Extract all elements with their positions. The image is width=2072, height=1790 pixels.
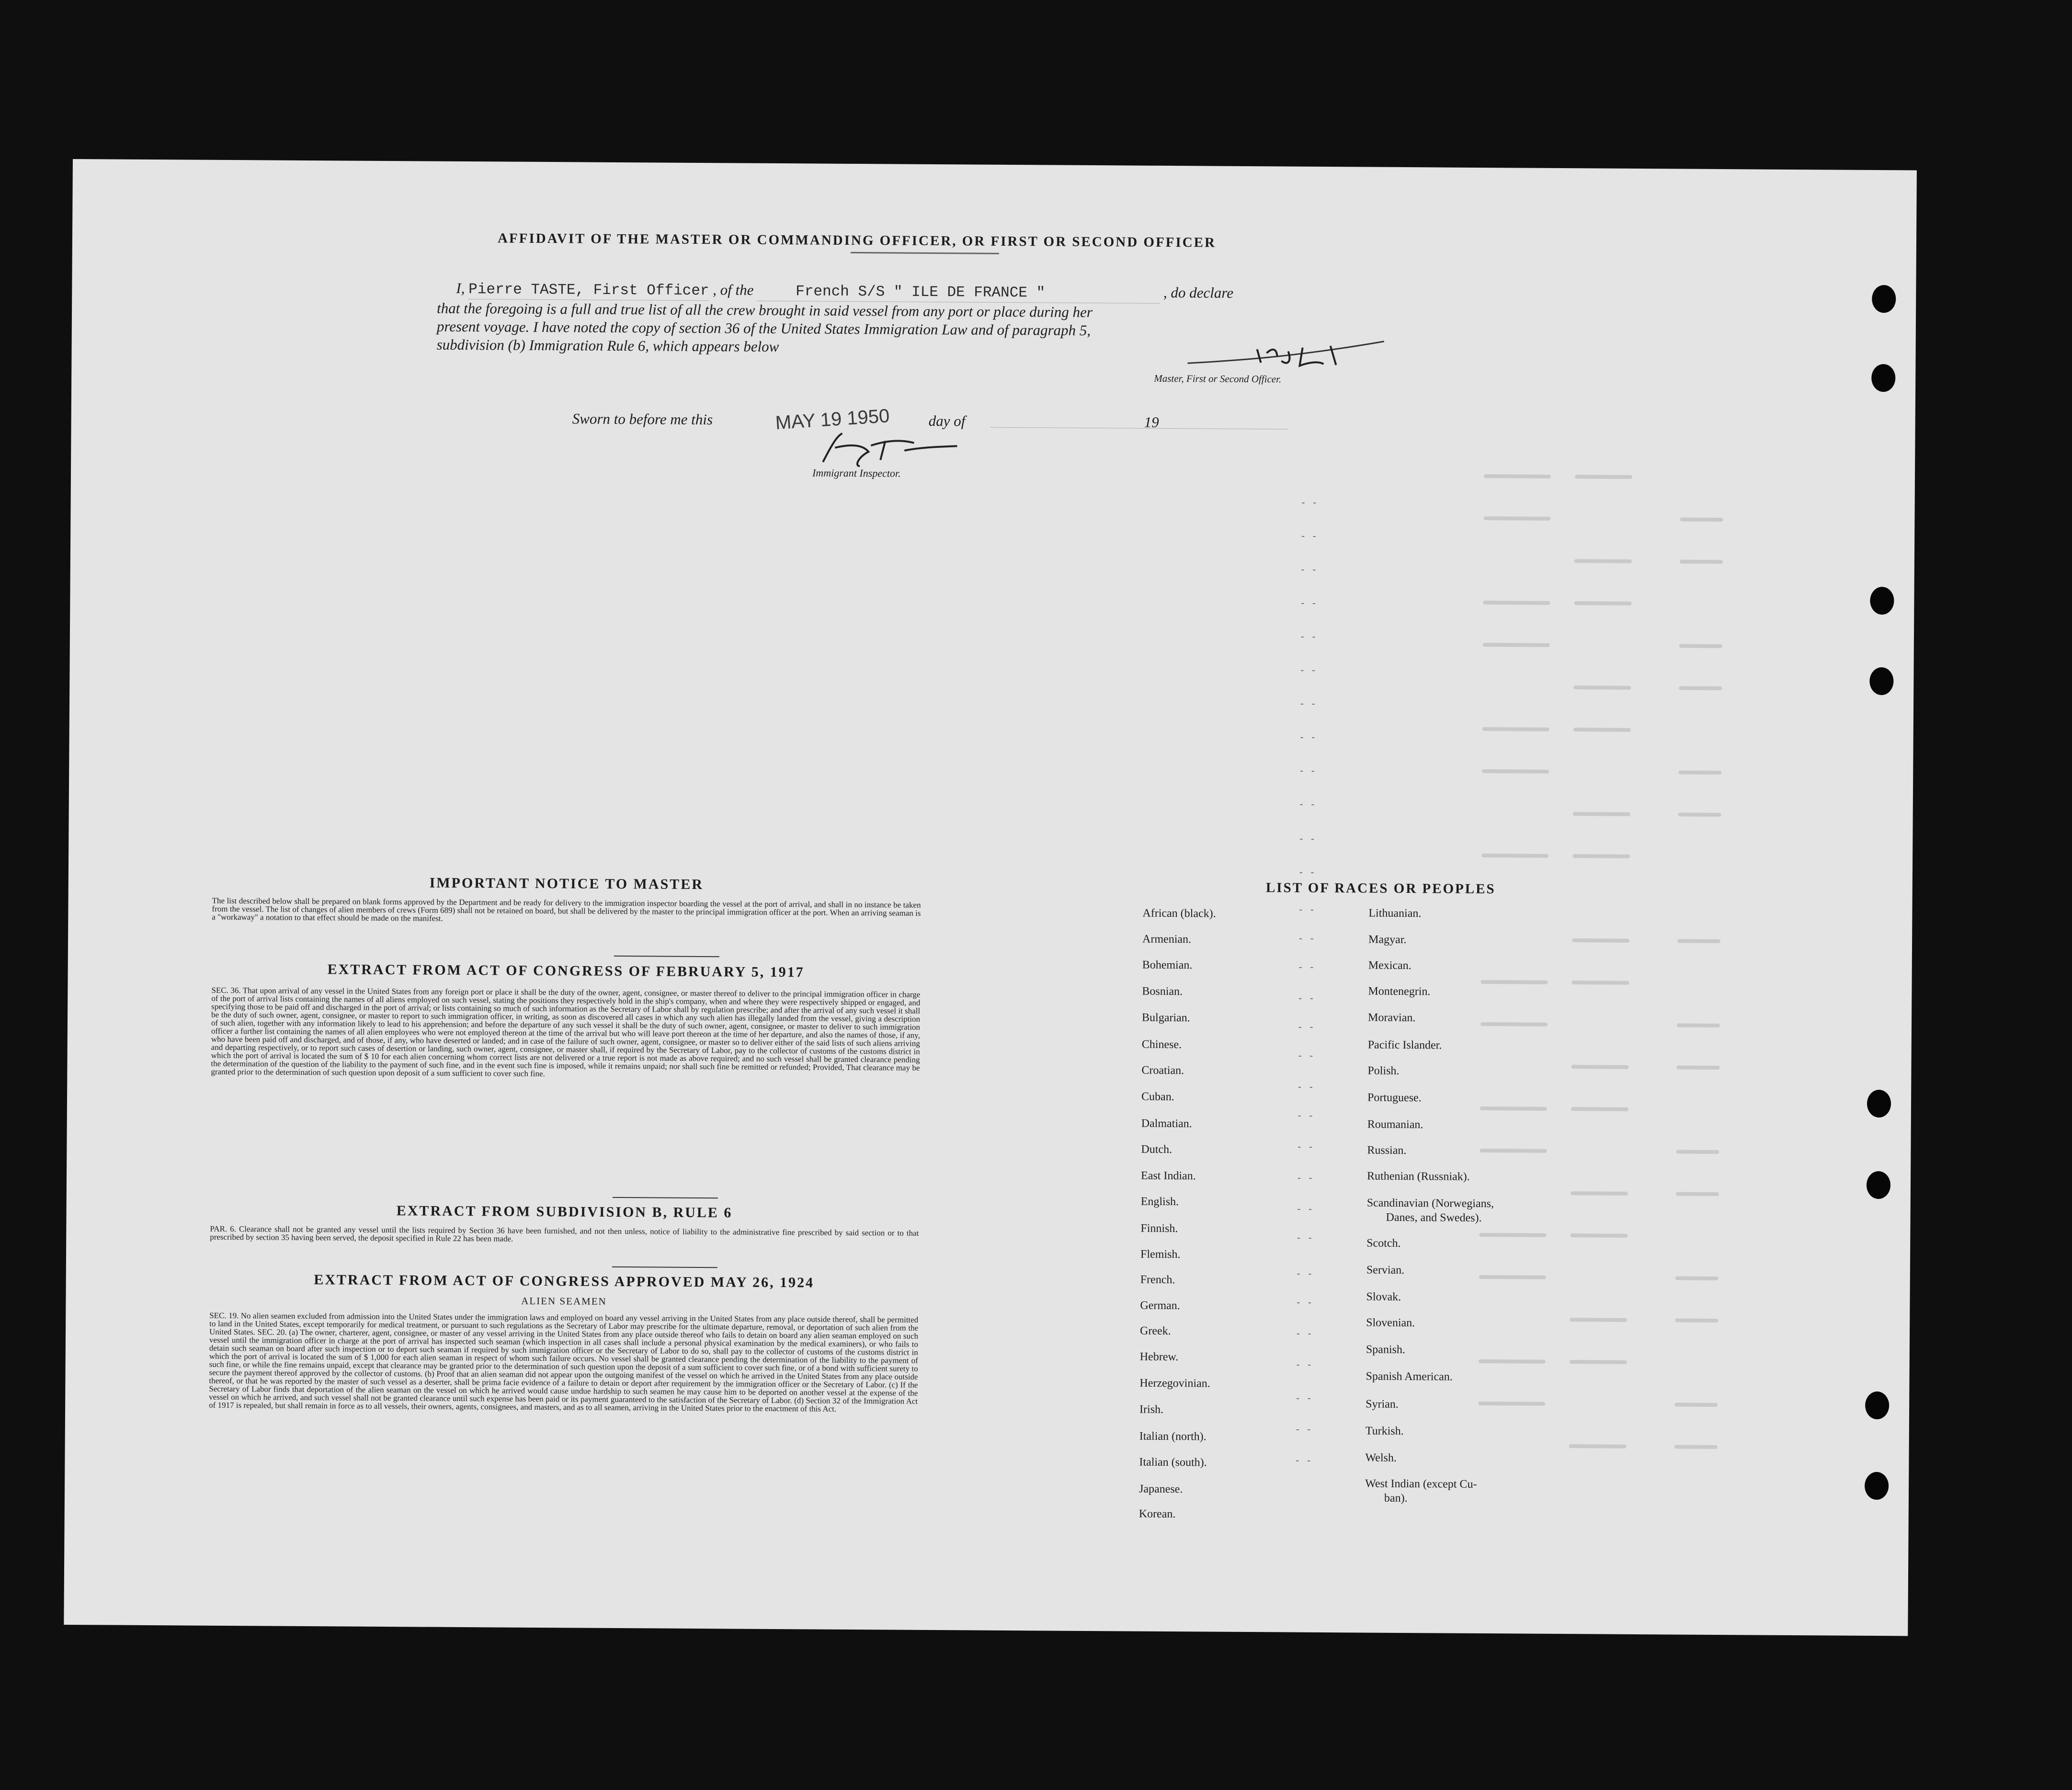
race-item: Croatian. xyxy=(1141,1064,1184,1077)
bleed-through-mark xyxy=(1480,1106,1547,1111)
bleed-through-mark xyxy=(1479,1359,1546,1364)
race-item: Mexican. xyxy=(1368,959,1412,972)
declaration-i: I, xyxy=(456,279,465,297)
date-stamp: MAY 19 1950 xyxy=(774,405,890,434)
race-item: German. xyxy=(1140,1299,1180,1312)
race-item: Magyar. xyxy=(1368,933,1407,946)
extract-1917-title: EXTRACT FROM ACT OF CONGRESS OF FEBRUARY 5, 1917 xyxy=(327,961,805,981)
race-item: Slovak. xyxy=(1366,1290,1401,1303)
bleed-through-mark xyxy=(1482,769,1549,774)
dash-mark: - - xyxy=(1300,765,1318,776)
bleed-through-mark xyxy=(1676,1065,1719,1070)
extract-1924-title: EXTRACT FROM ACT OF CONGRESS APPROVED MAY 26, 1924 xyxy=(314,1272,815,1291)
race-item: Dutch. xyxy=(1141,1143,1173,1156)
bleed-through-mark xyxy=(1483,601,1550,605)
dash-mark: - - xyxy=(1299,833,1317,844)
punch-hole xyxy=(1870,587,1894,615)
bleed-through-mark xyxy=(1679,644,1722,649)
races-title: LIST OF RACES OR PEOPLES xyxy=(1265,880,1496,897)
dash-mark: - - xyxy=(1297,1172,1315,1183)
bleed-through-mark xyxy=(1680,518,1723,522)
race-item: Ruthenian (Russniak). xyxy=(1366,1170,1470,1183)
affidavit-title: AFFIDAVIT OF THE MASTER OR COMMANDING OFFICER, OR FIRST OR SECOND OFFICER xyxy=(497,230,1217,251)
bleed-through-mark xyxy=(1572,854,1630,858)
notice-title: IMPORTANT NOTICE TO MASTER xyxy=(429,875,704,893)
race-item: East Indian. xyxy=(1140,1169,1196,1183)
dash-mark: - - xyxy=(1301,497,1320,508)
punch-hole xyxy=(1871,364,1895,392)
race-item: Polish. xyxy=(1367,1064,1400,1077)
declaration-of-the: , of the xyxy=(713,281,754,298)
race-item: Japanese. xyxy=(1139,1482,1183,1496)
race-item: Russian. xyxy=(1367,1144,1407,1157)
race-item: Bohemian. xyxy=(1142,958,1193,972)
year-prefix: 19 xyxy=(1144,413,1159,431)
race-item: Italian (north). xyxy=(1139,1430,1207,1443)
bleed-through-mark xyxy=(1678,812,1721,817)
race-item: Lithuanian. xyxy=(1368,907,1422,920)
declaration-line-4: subdivision (b) Immigration Rule 6, which appears below xyxy=(436,336,779,355)
bleed-through-mark xyxy=(1572,981,1629,985)
bleed-through-mark xyxy=(1570,1318,1627,1322)
extract-rule6-title: EXTRACT FROM SUBDIVISION B, RULE 6 xyxy=(396,1203,733,1221)
dash-mark: - - xyxy=(1298,961,1317,972)
dash-mark: - - xyxy=(1300,731,1318,742)
race-item: Portuguese. xyxy=(1367,1091,1422,1105)
dash-mark: - - xyxy=(1296,1359,1314,1370)
bleed-through-mark xyxy=(1573,728,1631,732)
dash-mark: - - xyxy=(1298,1141,1315,1152)
bleed-through-mark xyxy=(1675,1276,1719,1280)
bleed-through-marks xyxy=(73,159,1917,171)
bleed-through-mark xyxy=(1574,601,1631,605)
race-item: Scandinavian (Norwegians, xyxy=(1366,1197,1494,1210)
race-item: Welsh. xyxy=(1365,1451,1397,1464)
dash-mark: - - xyxy=(1298,1081,1316,1092)
sworn-text: Sworn to before me this xyxy=(572,410,713,428)
dash-mark: - - xyxy=(1300,631,1319,642)
dash-mark: - - xyxy=(1301,530,1319,541)
dash-mark: - - xyxy=(1296,1424,1314,1435)
race-item: Hebrew. xyxy=(1139,1350,1179,1364)
inspector-caption: Immigrant Inspector. xyxy=(812,467,901,479)
race-item: Chinese. xyxy=(1141,1038,1182,1051)
bleed-through-mark xyxy=(1480,1022,1548,1026)
bleed-through-mark xyxy=(1674,1402,1718,1407)
dash-mark: - - xyxy=(1297,1232,1315,1243)
race-item: Korean. xyxy=(1138,1507,1176,1521)
divider-2 xyxy=(613,1197,718,1198)
dash-mark: - - xyxy=(1300,698,1318,709)
declaration-do-declare: , do declare xyxy=(1163,284,1234,301)
race-item: African (black). xyxy=(1142,907,1216,920)
declaration-line-2: that the foregoing is a full and true list of all the crew brought in said vessel from any port or place during her xyxy=(437,299,1093,321)
race-item: Armenian. xyxy=(1142,933,1192,946)
bleed-through-mark xyxy=(1677,1023,1720,1027)
race-item: French. xyxy=(1140,1273,1175,1287)
dash-mark: - - xyxy=(1298,1050,1316,1061)
race-item: Herzegovinian. xyxy=(1139,1377,1210,1390)
race-item: Greek. xyxy=(1140,1324,1171,1338)
race-item: Montenegrin. xyxy=(1368,985,1431,998)
bleed-through-mark xyxy=(1676,1192,1719,1196)
bleed-through-mark xyxy=(1481,980,1548,984)
extract-rule6-text: PAR. 6. Clearance shall not be granted any vessel until the lists required by Section 36 have been furnished, and not then unless, notice of liability to the administrative fine prescribed by said section or to that prescribed by section 35 having been served, the deposit specified in Rule 22 has been made. xyxy=(210,1224,919,1243)
bleed-through-mark xyxy=(1483,516,1550,521)
dash-mark: - - xyxy=(1301,597,1319,608)
extract-1917-text: SEC. 36. That upon arrival of any vessel in the United States from any foreign port or place it shall be the duty of the owner, agent, consignee, or master thereof to deliver to the principal immigration officer in charge of the port of arrival lists containing the names of all aliens employed on such vessel, stating the positions they respectively hold in the ship's company, when and where they were respectively shipped or engaged, and specifying those to be paid off and discharged in the port of arrival; or lists containing so much of such information as the Secretary of Labor shall by regulation prescribe; and after the arrival of any such vessel it shall be the duty of such owner, agent, consignee, or master to report to such immigration officer, in writing, as soon as discovered all cases in which any such alien has illegally landed from the vessel, giving a description of such alien, together with any information likely to lead to his apprehension; and before the departure of any such vessel it shall be the duty of such owner, agent, consignee, or master to deliver to such immigration officer a further list containing the names of all alien employees who were not employed thereon at the time of the arrival but who will leave port thereon at the time of her departure, and also the names of those, if any, who have been paid off and discharged, and of those, if any, who have deserted or landed; and in case of the failure of such owner, agent, consignee, or master so to deliver either of the said lists of such aliens arriving and departing respectively, or to report such cases of desertion or landing, such owner, agent, consignee, or master shall, if required by the Secretary of Labor, pay to the collector of customs of the customs district in which the port of arrival is located the sum of $ 10 for each alien concerning whom correct lists are not delivered or a true report is not made as above required; and no such vessel shall be granted clearance pending the determination of the question of the liability to the payment of such fine, and in the event such fine is imposed, while it remains unpaid; nor shall such fine be remitted or refunded; Provided, That clearance may be granted prior to the determination of such question upon deposit of a sum sufficient to cover such fine. xyxy=(211,985,921,1079)
bleed-through-mark xyxy=(1679,686,1722,691)
bleed-through-mark xyxy=(1570,1233,1628,1238)
race-item: Dalmatian. xyxy=(1141,1117,1192,1130)
officer-name: Pierre TASTE, First Officer xyxy=(468,281,709,301)
race-item: West Indian (except Cu- xyxy=(1365,1477,1477,1491)
bleed-through-mark xyxy=(1482,727,1549,731)
bleed-through-mark xyxy=(1573,685,1631,690)
bleed-through-mark xyxy=(1575,475,1632,479)
dash-mark: - - xyxy=(1297,1297,1314,1308)
extract-1924-text: SEC. 19. No alien seamen excluded from admission into the United States under the immigration laws and employed on board any vessel arriving in the United States from any place outside thereof, shall be permitted to land in the United States, except temporarily for medical treatment, or pursuant to such regulations as the Secretary of Labor may prescribe for the ultimate departure, removal, or deportation of such alien from the United States. SEC. 20. (a) The owner, charterer, agent, consignee, or master of any vessel arriving in the United States from any place outside thereof who fails to detain on board any alien seaman employed on such vessel until the immigration officer in charge at the port of arrival has inspected such seaman (which inspection in all cases shall include a personal physical examination by the medical examiners), or who fails to detain such seaman on board after such inspection or to deport such seaman if required by such immigration officer or the Secretary of Labor to do so, shall pay to the collector of customs of the customs district in which the port of arrival is located the sum of $ 1,000 for each alien seaman in respect of whom such failure occurs. No vessel shall be granted clearance pending the determination of the liability to the payment of such fine, or while the fine remains unpaid, except that clearance may be granted prior to the determination of such question upon the deposit of a sum sufficient to cover such fine, or of a bond with sufficient surety to secure the payment thereof approved by the collector of customs. (b) Proof that an alien seaman did not appear upon the outgoing manifest of the vessel on which he arrived in the United States from any place outside thereof, or that he was reported by the master of such vessel as a deserter, shall be prima facie evidence of a failure to detain or deport after requirement by the immigration officer or the Secretary of Labor. (c) If the Secretary of Labor finds that deportation of the alien seaman on the vessel on which he arrived would cause undue hardship to such seamen he may cause him to be deported on another vessel at the expense of the vessel on which he arrived, and such vessel shall not be granted clearance until such expense has been paid or its payment guaranteed to the satisfaction of the Secretary of Labor. (d) Section 32 of the Immigration Act of 1917 is repealed, but shall remain in force as to all vessels, their owners, agents, consignees, and masters, and as to all seamen, arriving in the United States prior to the enactment of this Act. xyxy=(209,1311,919,1414)
race-item: Cuban. xyxy=(1141,1090,1174,1104)
dash-mark: - - xyxy=(1299,866,1317,878)
race-item: Bulgarian. xyxy=(1142,1011,1190,1025)
punch-hole xyxy=(1867,1090,1891,1117)
punch-hole xyxy=(1865,1391,1889,1419)
declaration-line-3: present voyage. I have noted the copy of section 36 of the United States Immigration Law and of paragraph 5, xyxy=(436,318,1091,339)
bleed-through-mark xyxy=(1479,1233,1546,1237)
race-item: Scotch. xyxy=(1366,1237,1401,1250)
bleed-through-mark xyxy=(1569,1444,1627,1448)
inspector-signature xyxy=(808,426,967,472)
divider-3 xyxy=(612,1266,717,1268)
bleed-through-mark xyxy=(1675,1318,1718,1323)
bleed-through-mark xyxy=(1572,938,1629,943)
race-item: Syrian. xyxy=(1366,1398,1399,1411)
bleed-through-mark xyxy=(1677,939,1720,943)
bleed-through-mark xyxy=(1574,559,1632,563)
notice-text: The list described below shall be prepared on blank forms approved by the Department and be ready for delivery to the immigration inspector boarding the vessel at the port of arrival, and shall in no instance be taken from the vessel. The list of changes of alien members of crews (Form 689) shall not be retained on board, but shall be delivered by the master to the principal immigration officer at the port. When an arriving seaman is a "workaway" a notation to that effect should be made on the manifest. xyxy=(212,896,921,923)
race-item: Slovenian. xyxy=(1366,1316,1415,1330)
race-item: Servian. xyxy=(1366,1264,1405,1277)
race-item: Roumanian. xyxy=(1367,1118,1423,1131)
bleed-through-mark xyxy=(1483,643,1550,647)
month-blank xyxy=(991,427,1288,430)
race-item: Irish. xyxy=(1139,1403,1164,1416)
race-item: Bosnian. xyxy=(1142,985,1183,998)
bleed-through-mark xyxy=(1571,1107,1628,1111)
dash-mark: - - xyxy=(1300,664,1318,675)
race-item: Danes, and Swedes). xyxy=(1386,1211,1482,1225)
race-item: Pacific Islander. xyxy=(1367,1038,1442,1052)
officer-caption: Master, First or Second Officer. xyxy=(1154,372,1282,385)
document-sheet xyxy=(64,159,1917,1636)
race-item: Finnish. xyxy=(1140,1222,1178,1235)
bleed-through-mark xyxy=(1480,1149,1547,1153)
dash-mark: - - xyxy=(1301,564,1319,575)
dash-mark: - - xyxy=(1299,933,1317,944)
extract-1924-subtitle: ALIEN SEAMEN xyxy=(521,1295,607,1307)
race-item: Flemish. xyxy=(1140,1248,1181,1261)
race-item: English. xyxy=(1140,1195,1179,1209)
dash-mark: - - xyxy=(1298,1110,1316,1121)
vessel-name: French S/S " ILE DE FRANCE " xyxy=(757,283,1160,304)
bleed-through-mark xyxy=(1571,1065,1628,1069)
bleed-through-mark xyxy=(1479,1275,1546,1279)
bleed-through-mark xyxy=(1571,1191,1628,1196)
dash-mark: - - xyxy=(1297,1328,1314,1339)
dash-mark: - - xyxy=(1296,1392,1314,1403)
bleed-through-mark xyxy=(1674,1445,1718,1449)
race-item: ban). xyxy=(1384,1492,1408,1505)
race-item: Italian (south). xyxy=(1139,1456,1207,1469)
day-of: day of xyxy=(928,412,966,430)
dash-mark: - - xyxy=(1297,1268,1315,1279)
punch-hole xyxy=(1872,285,1896,313)
affidavit-title-rule xyxy=(851,252,999,254)
bleed-through-mark xyxy=(1676,1150,1719,1154)
dash-mark: - - xyxy=(1298,992,1316,1003)
bleed-through-mark xyxy=(1570,1360,1627,1364)
race-item: Spanish. xyxy=(1366,1343,1405,1357)
punch-hole xyxy=(1869,667,1893,695)
bleed-through-mark xyxy=(1481,854,1548,858)
divider-1 xyxy=(614,956,719,957)
punch-hole xyxy=(1865,1472,1889,1500)
punch-hole xyxy=(1867,1171,1890,1199)
bleed-through-mark xyxy=(1484,474,1551,479)
dash-mark: - - xyxy=(1299,798,1318,809)
bleed-through-mark xyxy=(1680,560,1723,564)
race-item: Turkish. xyxy=(1365,1425,1404,1438)
dash-mark: - - xyxy=(1298,1021,1316,1032)
race-item: Moravian. xyxy=(1368,1011,1416,1025)
bleed-through-mark xyxy=(1573,812,1630,816)
dash-mark: - - xyxy=(1299,904,1317,915)
dash-mark: - - xyxy=(1297,1203,1315,1214)
bleed-through-mark xyxy=(1478,1402,1545,1406)
bleed-through-mark xyxy=(1678,771,1721,775)
dash-mark: - - xyxy=(1296,1455,1313,1466)
race-item: Spanish American. xyxy=(1366,1370,1453,1383)
